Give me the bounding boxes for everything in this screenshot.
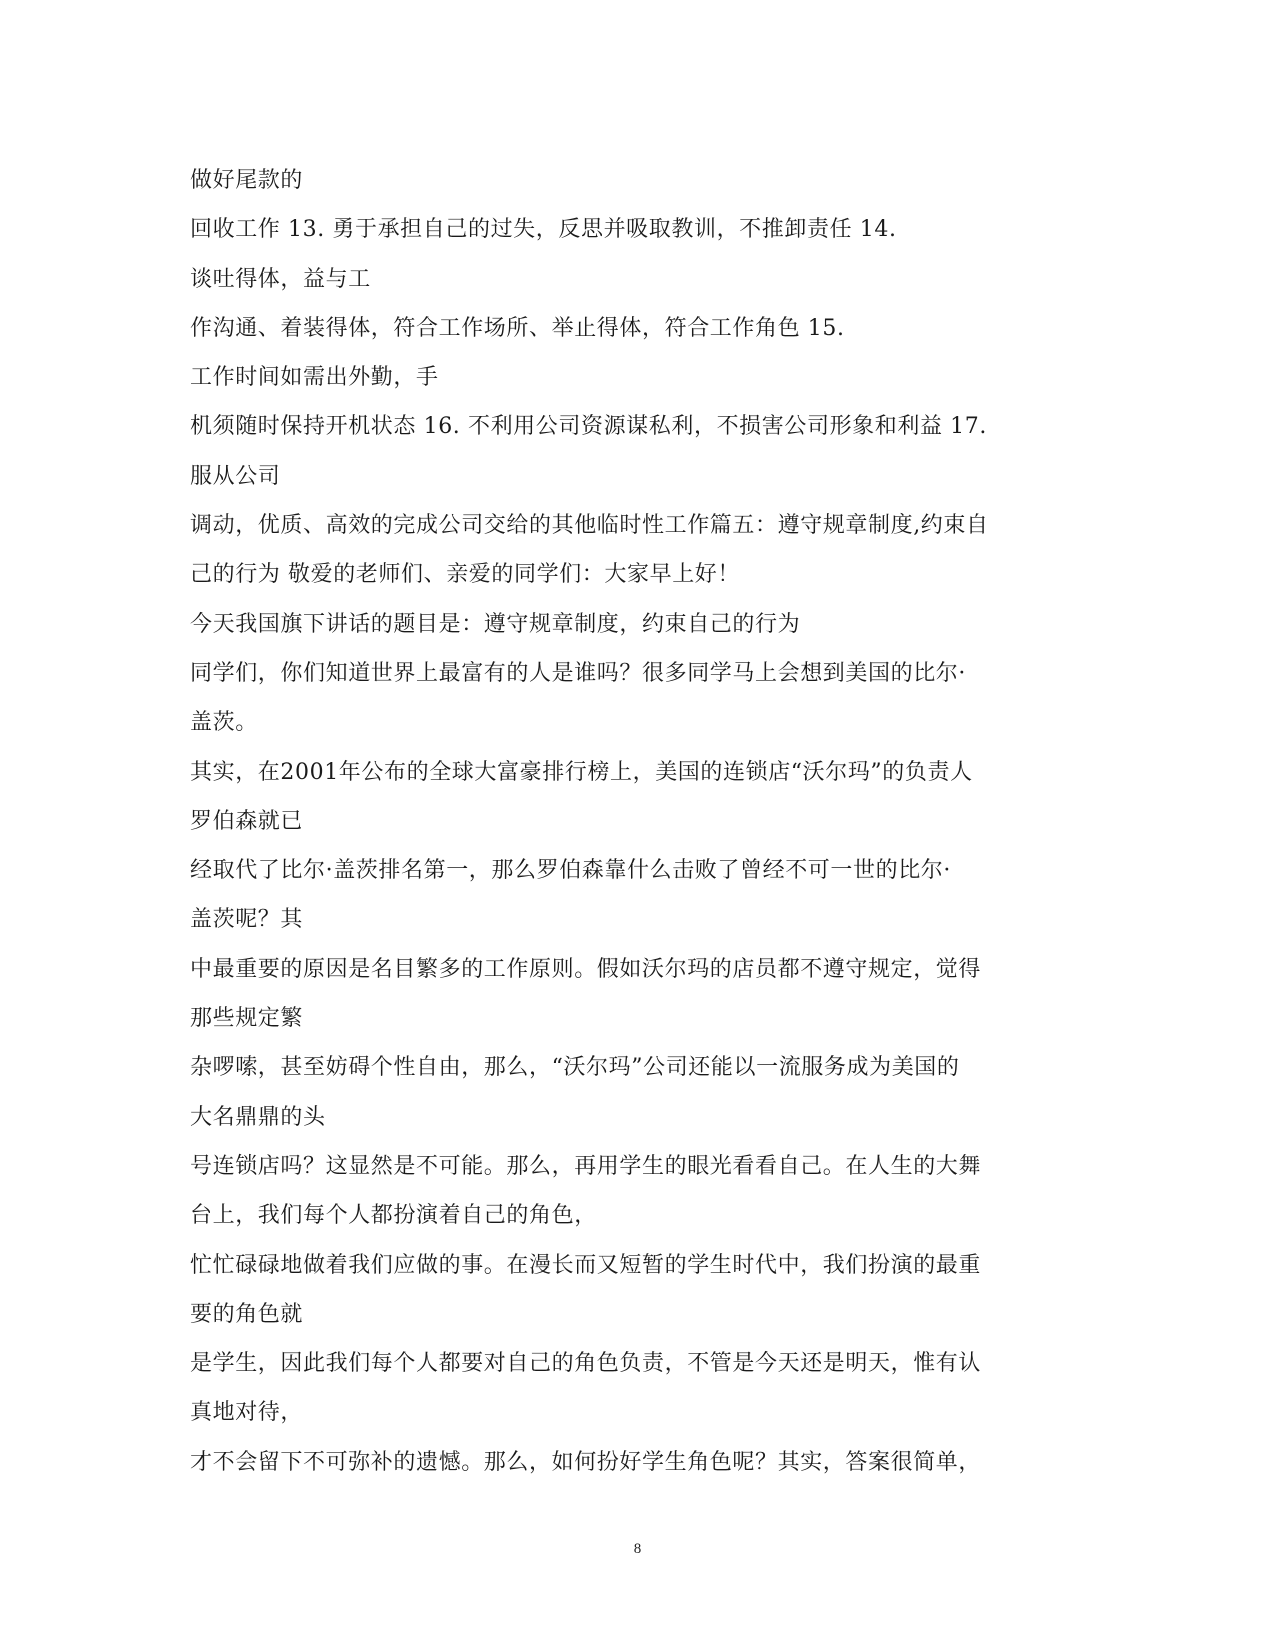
body-text <box>190 156 1090 1487</box>
text-line: 同学们，你们知道世界上最富有的人是谁吗？很多同学马上会想到美国的比尔· <box>190 660 966 686</box>
text-line: 服从公司 <box>190 463 281 489</box>
text-line: 调动，优质、高效的完成公司交给的其他临时性工作篇五：遵守规章制度,约束自 <box>190 513 989 539</box>
text-line: 今天我国旗下讲话的题目是：遵守规章制度，约束自己的行为 <box>190 611 801 637</box>
text-line: 那些规定繁 <box>190 1006 304 1032</box>
text-line: 才不会留下不可弥补的遗憾。那么，如何扮好学生角色呢？其实，答案很简单， <box>190 1449 982 1475</box>
text-line: 中最重要的原因是名目繁多的工作原则。假如沃尔玛的店员都不遵守规定，觉得 <box>190 956 982 982</box>
text-line: 大名鼎鼎的头 <box>190 1104 326 1130</box>
text-line: 做好尾款的 <box>190 168 304 193</box>
page-number: 8 <box>633 1541 642 1557</box>
text-line: 己的行为 敬爱的老师们、亲爱的同学们：大家早上好！ <box>190 562 740 588</box>
text-line: 机须随时保持开机状态 16. 不利用公司资源谋私利，不损害公司形象和利益 17. <box>190 414 987 440</box>
text-line: 台上，我们每个人都扮演着自己的角色， <box>190 1203 597 1229</box>
text-line: 杂啰嗦，甚至妨碍个性自由，那么，“沃尔玛”公司还能以一流服务成为美国的 <box>190 1055 960 1081</box>
text-line: 要的角色就 <box>190 1301 304 1327</box>
text-line: 谈吐得体，益与工 <box>190 266 371 292</box>
text-line: 作沟通、着装得体，符合工作场所、举止得体，符合工作角色 15. <box>190 315 845 341</box>
text-line: 工作时间如需出外勤，手 <box>190 365 439 391</box>
text-line: 真地对待， <box>190 1400 304 1426</box>
text-line: 回收工作 13. 勇于承担自己的过失，反思并吸取教训，不推卸责任 14. <box>190 217 897 243</box>
text-line: 忙忙碌碌地做着我们应做的事。在漫长而又短暂的学生时代中，我们扮演的最重 <box>190 1252 982 1278</box>
text-line: 罗伯森就已 <box>190 808 304 834</box>
text-line: 经取代了比尔·盖茨排名第一，那么罗伯森靠什么击败了曾经不可一世的比尔· <box>190 858 951 884</box>
text-line: 盖茨呢？其 <box>190 907 304 933</box>
text-line: 是学生，因此我们每个人都要对自己的角色负责，不管是今天还是明天，惟有认 <box>190 1351 982 1377</box>
text-line: 盖茨。 <box>190 710 258 736</box>
text-line: 号连锁店吗？这显然是不可能。那么，再用学生的眼光看看自己。在人生的大舞 <box>190 1153 982 1179</box>
text-line: 其实，在2001年公布的全球大富豪排行榜上，美国的连锁店“沃尔玛”的负责人 <box>190 759 973 785</box>
